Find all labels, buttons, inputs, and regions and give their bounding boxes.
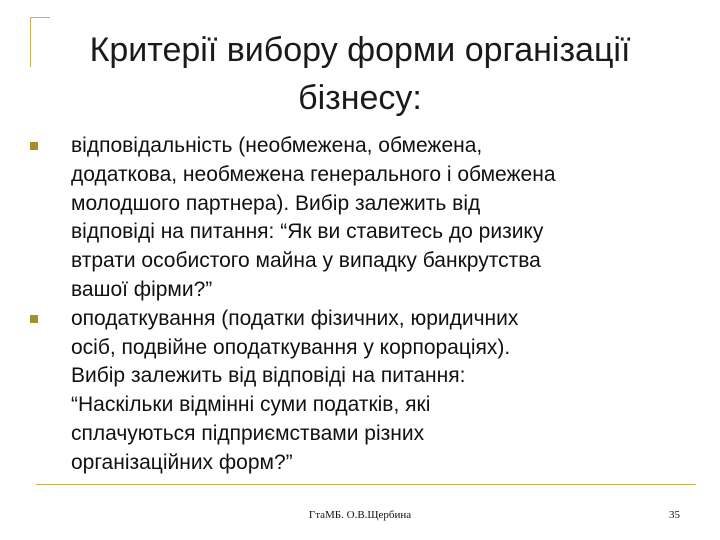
decorative-rule-top bbox=[30, 17, 50, 18]
square-bullet-icon bbox=[30, 315, 38, 323]
footer-author: ГтаМБ. О.В.Щербина bbox=[308, 509, 412, 521]
bullet-line: “Наскільки відмінні суми податків, які bbox=[71, 393, 431, 417]
bullet-line: вашої фірми?” bbox=[71, 277, 213, 301]
bullet-item-liability bbox=[30, 132, 680, 305]
bullet-list bbox=[30, 132, 680, 478]
bullet-line: організаційних форм?” bbox=[71, 450, 293, 474]
footer-divider bbox=[36, 484, 696, 485]
square-bullet-icon bbox=[30, 142, 38, 150]
slide-title bbox=[40, 26, 680, 122]
bullet-line: Вибір залежить від відповіді на питання: bbox=[71, 364, 466, 388]
bullet-line: оподаткування (податки фізичних, юридичних bbox=[71, 306, 519, 330]
bullet-line: втрати особистого майна у випадку банкрутства bbox=[71, 249, 541, 273]
bullet-item-taxation bbox=[30, 305, 680, 478]
bullet-line: додаткова, необмежена генерального і обмежена bbox=[71, 162, 556, 186]
slide-title-line-2: бізнесу: bbox=[298, 79, 422, 117]
bullet-line: відповіді на питання: “Як ви ставитесь до ризику bbox=[71, 220, 544, 244]
bullet-line: відповідальність (необмежена, обмежена, bbox=[71, 134, 483, 157]
bullet-line: молодшого партнера). Вибір залежить від bbox=[71, 191, 481, 215]
page-number: 35 bbox=[669, 509, 680, 521]
bullet-line: осіб, подвійне оподаткування у корпораціях). bbox=[71, 335, 511, 359]
decorative-rule-left bbox=[30, 17, 31, 67]
slide-title-line-1: Критерії вибору форми організації bbox=[89, 31, 631, 69]
bullet-line: сплачуються підприємствами різних bbox=[71, 421, 425, 445]
